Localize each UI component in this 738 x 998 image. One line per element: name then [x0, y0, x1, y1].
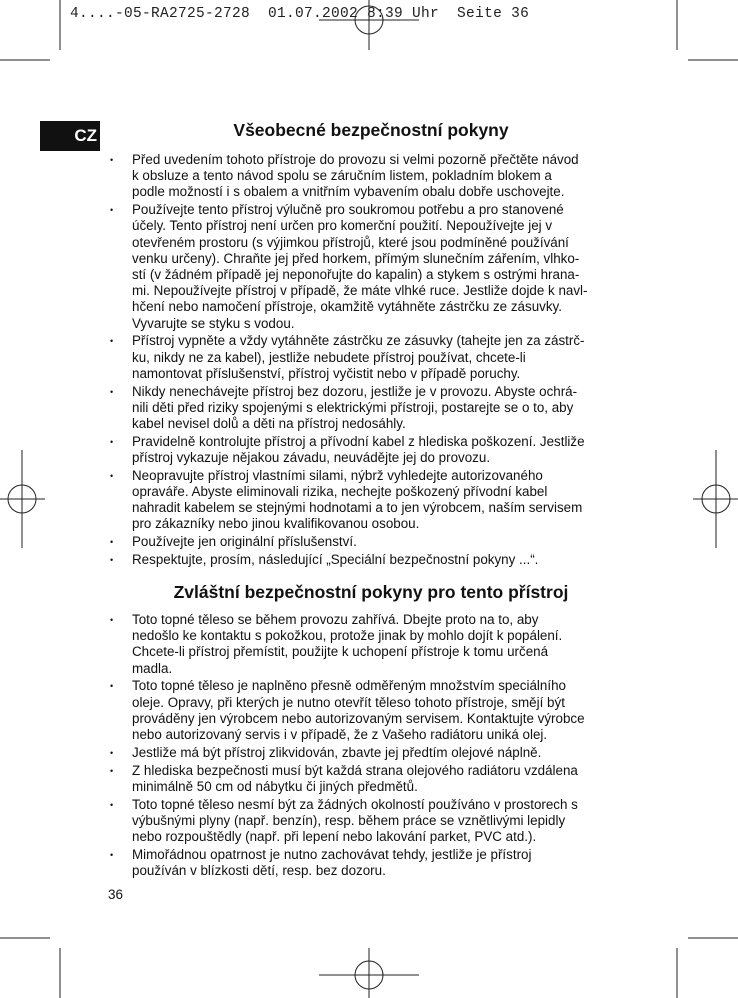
text-line: výbušnými plyny (např. benzín), resp. během práce se vznětlivými lepidly — [132, 812, 566, 828]
text-line: • Toto topné těleso se během provozu zahřívá. Dbejte proto na to, aby — [132, 612, 539, 627]
text-line: Vyvarujte se styku s vodou. — [132, 315, 295, 331]
text-line: • Používejte tento přístroj výlučně pro soukromou potřebu a pro stanovené — [132, 202, 564, 218]
registration-mark-bottom — [319, 948, 419, 998]
text-line: k obsluze a tento návod spolu se záručním listem, pokladním blokem a — [132, 168, 552, 184]
list-item — [106, 745, 636, 761]
text-line: • Pravidelně kontrolujte přístroj a přívodní kabel z hlediska poškození. Jestliže — [132, 433, 585, 449]
page-number: 36 — [108, 887, 124, 902]
list-item — [106, 763, 636, 795]
text-line: používán v blízkosti dětí, resp. bez dozoru. — [132, 863, 386, 879]
text-line: účely. Tento přístroj není určen pro komerční použití. Nepoužívejte jej v — [132, 218, 553, 234]
text-line: nahradit kabelem se stejnými hodnotami a to jen výrobcem, naším servisem — [132, 500, 583, 516]
text-line: • Z hlediska bezpečnosti musí být každá strana olejového radiátoru vzdálena — [132, 762, 578, 778]
text-line: mi. Nepoužívejte přístroj v případě, že máte vlhké ruce. Jestliže dojde k navl- — [132, 283, 588, 299]
text-line: • Toto topné těleso je naplněno přesně odměřeným množstvím speciálního — [132, 678, 566, 694]
specific-safety-list — [106, 612, 636, 881]
language-tab: CZ — [40, 121, 100, 151]
general-safety-list — [106, 152, 636, 570]
list-item — [106, 434, 636, 466]
text-line: • Neopravujte přístroj vlastními silami, nýbrž vyhledejte autorizovaného — [132, 467, 543, 483]
text-line: • Nikdy nenechávejte přístroj bez dozoru, jestliže je v provozu. Abyste ochrá- — [132, 383, 578, 399]
text-line: nedošlo ke kontaktu s pokožkou, protože jinak by mohlo dojít k popálení. — [132, 628, 563, 644]
text-line: pro zákazníky nebo jinou kvalifikovanou osobou. — [132, 516, 420, 532]
list-item — [106, 612, 636, 677]
print-header: 4....-05-RA2725-2728 01.07.2002 8:39 Uhr Seite 36 — [70, 6, 530, 22]
text-line: Chcete-li přístroj přemístit, použijte k uchopení přístroje k tomu určená — [132, 644, 549, 660]
text-line: • Jestliže má být přístroj zlikvidován, zbavte jej předtím olejové náplně. — [132, 744, 542, 760]
text-line: podle možností i s obalem a vnitřním vybavením obalu dobře uschovejte. — [132, 184, 565, 200]
text-line: ku, nikdy ne za kabel), jestliže nebudete přístroj používat, chcete-li — [132, 349, 526, 365]
registration-mark-left — [0, 450, 45, 548]
section-title-general: Všeobecné bezpečnostní pokyny — [233, 120, 509, 140]
text-line: přístroj vykazuje nějakou závadu, neuvádějte jej do provozu. — [132, 450, 491, 466]
list-item — [106, 678, 636, 743]
section-title-specific: Zvláštní bezpečnostní pokyny pro tento přístroj — [173, 582, 569, 602]
text-line: • Před uvedením tohoto přístroje do provozu si velmi pozorně přečtěte návod — [132, 152, 579, 167]
text-line: oleje. Opravy, při kterých je nutno otevřít těleso tohoto přístroje, smějí být — [132, 694, 565, 710]
list-item — [106, 202, 636, 332]
text-line: nili děti před riziky spojenými s elektrickými přístroji, postarejte se o to, aby — [132, 399, 574, 415]
text-line: otevřeném prostoru (s výjimkou přístrojů, které jsou podmíněné používání — [132, 234, 569, 250]
text-line: • Mimořádnou opatrnost je nutno zachovávat tehdy, jestliže je přístroj — [132, 846, 532, 862]
text-line: • Přístroj vypněte a vždy vytáhněte zástrčku ze zásuvky (tahejte jen za zástrč- — [132, 333, 585, 349]
text-line: opraváře. Abyste eliminovali rizika, nechejte poškozený přívodní kabel — [132, 484, 548, 500]
text-line: minimálně 50 cm od nábytku či jiných předmětů. — [132, 778, 418, 794]
text-line: prováděny jen výrobcem nebo autorizovaným servisem. Kontaktujte výrobce — [132, 710, 585, 726]
list-item — [106, 552, 636, 568]
text-line: • Toto topné těleso nesmí být za žádných okolností používáno v prostorech s — [132, 796, 578, 812]
list-item — [106, 797, 636, 846]
text-line: nebo rozpouštědly (např. při lepení nebo lakování parket, PVC atd.). — [132, 829, 537, 845]
list-item — [106, 534, 636, 550]
text-line: stí (v žádném případě jej neponořujte do kapalin) a stykem s ostrými hrana- — [132, 267, 580, 283]
text-line: madla. — [132, 660, 173, 676]
text-line: nebo autorizovaný servis i v případě, že z Vašeho radiátoru uniká olej. — [132, 727, 548, 743]
registration-mark-right — [693, 450, 738, 548]
text-line: venku určeny). Chraňte jej před horkem, přímým slunečním zářením, vlhko- — [132, 250, 580, 266]
list-item — [106, 333, 636, 382]
list-item — [106, 384, 636, 433]
text-line: kabel nevisel dolů a děti na přístroj nedosáhly. — [132, 416, 406, 432]
list-item — [106, 152, 636, 201]
text-line: hčení nebo namočení přístroje, okamžitě vytáhněte zástrčku ze zásuvky. — [132, 299, 562, 315]
list-item — [106, 847, 636, 879]
text-line: namontovat příslušenství, přístroj vyčistit nebo v případě poruchy. — [132, 365, 521, 381]
list-item — [106, 468, 636, 533]
text-line: • Respektujte, prosím, následující „Speciální bezpečnostní pokyny ...“. — [132, 552, 539, 568]
text-line: • Používejte jen originální příslušenství. — [132, 534, 357, 550]
